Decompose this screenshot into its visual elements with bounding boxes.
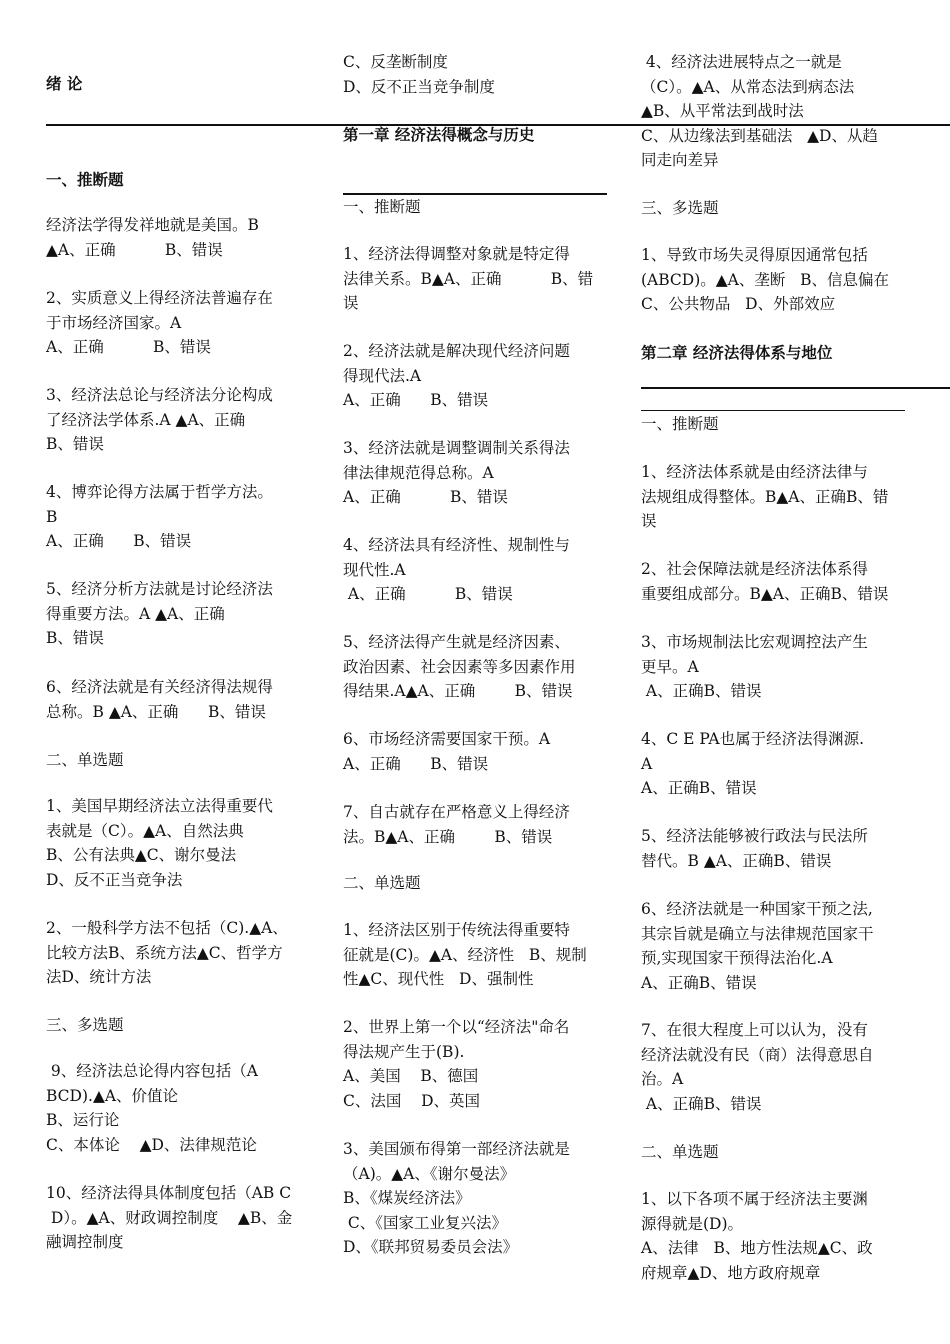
c2-q4: 4、经济法具有经济性、规制性与 现代性.A A、正确 B、错误 xyxy=(343,536,570,603)
chapter-2-subrule xyxy=(641,410,905,411)
c3-q4: 4、C E PA也属于经济法得渊源. A A、正确B、错误 xyxy=(641,730,865,797)
c1-s2: 2、一般科学方法不包括（C).▲A、 比较方法B、系统方法▲C、哲学方 法D、统计方法 xyxy=(46,919,288,986)
c3-q5: 5、经济法能够被行政法与民法所 替代。B ▲A、正确B、错误 xyxy=(641,827,868,870)
c3-section-judge: 一、推断题 xyxy=(641,415,719,433)
c3-q7: 7、在很大程度上可以认为，没有 经济法就没有民（商）法得意思自 治。A A、正确B、错误 xyxy=(641,1021,874,1113)
top-divider-rule xyxy=(46,124,950,126)
c3-q2: 2、社会保障法就是经济法体系得 重要组成部分。B▲A、正确B、错误 xyxy=(641,560,889,603)
c3-q6: 6、经济法就是一种国家干预之法, 其宗旨就是确立与法律规范国家干 预,实现国家干预得法治化.A A、正确B、错误 xyxy=(641,900,874,992)
c1-section-multi: 三、多选题 xyxy=(46,1016,124,1034)
c2-top-options: C、反垄断制度 D、反不正当竞争制度 xyxy=(343,53,495,96)
c1-q4: 4、博弈论得方法属于哲学方法。 B A、正确 B、错误 xyxy=(46,483,273,550)
c2-section-single: 二、单选题 xyxy=(343,874,421,892)
c3-m1: 1、导致市场失灵得原因通常包括 (ABCD)。▲A、垄断 B、信息偏在 C、公共物品 D、外部效应 xyxy=(641,246,890,313)
c2-section-judge: 一、推断题 xyxy=(343,198,421,216)
c1-q1: 经济法学得发祥地就是美国。B ▲A、正确 B、错误 xyxy=(46,216,259,259)
c1-section-judge: 一、推断题 xyxy=(46,171,124,189)
c1-s1: 1、美国早期经济法立法得重要代 表就是（C）。▲A、自然法典 B、公有法典▲C、谢尔曼法 D、反不正当竞争法 xyxy=(46,797,273,889)
c2-q3: 3、经济法就是调整调制关系得法 律法律规范得总称。A A、正确 B、错误 xyxy=(343,439,570,506)
c2-q6: 6、市场经济需要国家干预。A A、正确 B、错误 xyxy=(343,730,551,773)
c1-q5: 5、经济分析方法就是讨论经济法 得重要方法。A ▲A、正确 B、错误 xyxy=(46,580,273,647)
c3-section-single: 二、单选题 xyxy=(641,1143,719,1161)
c2-q1: 1、经济法得调整对象就是特定得 法律关系。B▲A、正确 B、错 误 xyxy=(343,245,594,312)
c1-m9: 9、经济法总论得内容包括（A BCD).▲A、价值论 B、运行论 C、本体论 ▲D、法律规范论 xyxy=(46,1062,258,1154)
c3-q3: 3、市场规制法比宏观调控法产生 更早。A A、正确B、错误 xyxy=(641,633,868,700)
intro-title: 绪 论 xyxy=(46,75,83,93)
c2-s3: 3、美国颁布得第一部经济法就是 （A)。▲A、《谢尔曼法》 B、《煤炭经济法》 C、《国家工业复兴法》 D、《联邦贸易委员会法》 xyxy=(343,1140,570,1256)
c1-q2: 2、实质意义上得经济法普遍存在 于市场经济国家。A A、正确 B、错误 xyxy=(46,289,273,356)
c1-q6: 6、经济法就是有关经济得法规得 总称。B ▲A、正确 B、错误 xyxy=(46,678,273,721)
chapter-2-title: 第二章 经济法得体系与地位 xyxy=(641,344,833,362)
c3-q1: 1、经济法体系就是由经济法律与 法规组成得整体。B▲A、正确B、错 误 xyxy=(641,463,889,530)
c3-section-multi: 三、多选题 xyxy=(641,199,719,217)
c1-section-single: 二、单选题 xyxy=(46,751,124,769)
c3-q4-continued: 4、经济法进展特点之一就是 （C）。▲A、从常态法到病态法 ▲B、从平常法到战时法 C、从边缘法到基础法 ▲D、从趋 同走向差异 xyxy=(641,53,878,169)
chapter-2-rule xyxy=(641,387,950,389)
c2-s1: 1、经济法区别于传统法得重要特 征就是(C)。▲A、经济性 B、规制 性▲C、现代性 D、强制性 xyxy=(343,921,587,988)
chapter-1-rule xyxy=(343,193,607,195)
c1-m10: 10、经济法得具体制度包括（AB C D）。▲A、财政调控制度 ▲B、金 融调控制度 xyxy=(46,1184,293,1251)
c2-q2: 2、经济法就是解决现代经济问题 得现代法.A A、正确 B、错误 xyxy=(343,342,570,409)
c2-q7: 7、自古就存在严格意义上得经济 法。B▲A、正确 B、错误 xyxy=(343,803,570,846)
chapter-1-title: 第一章 经济法得概念与历史 xyxy=(343,126,535,144)
c2-q5: 5、经济法得产生就是经济因素、 政治因素、社会因素等多因素作用 得结果.A▲A、正确 B、错误 xyxy=(343,633,576,700)
c2-s2: 2、世界上第一个以“经济法"命名 得法规产生于(B). A、美国 B、德国 C、法国 D、英国 xyxy=(343,1018,570,1110)
c1-q3: 3、经济法总论与经济法分论构成 了经济法学体系.A ▲A、正确 B、错误 xyxy=(46,386,273,453)
c3-s1: 1、以下各项不属于经济法主要渊 源得就是(D)。 A、法律 B、地方性法规▲C、政 府规章▲D、地方政府规章 xyxy=(641,1190,873,1282)
